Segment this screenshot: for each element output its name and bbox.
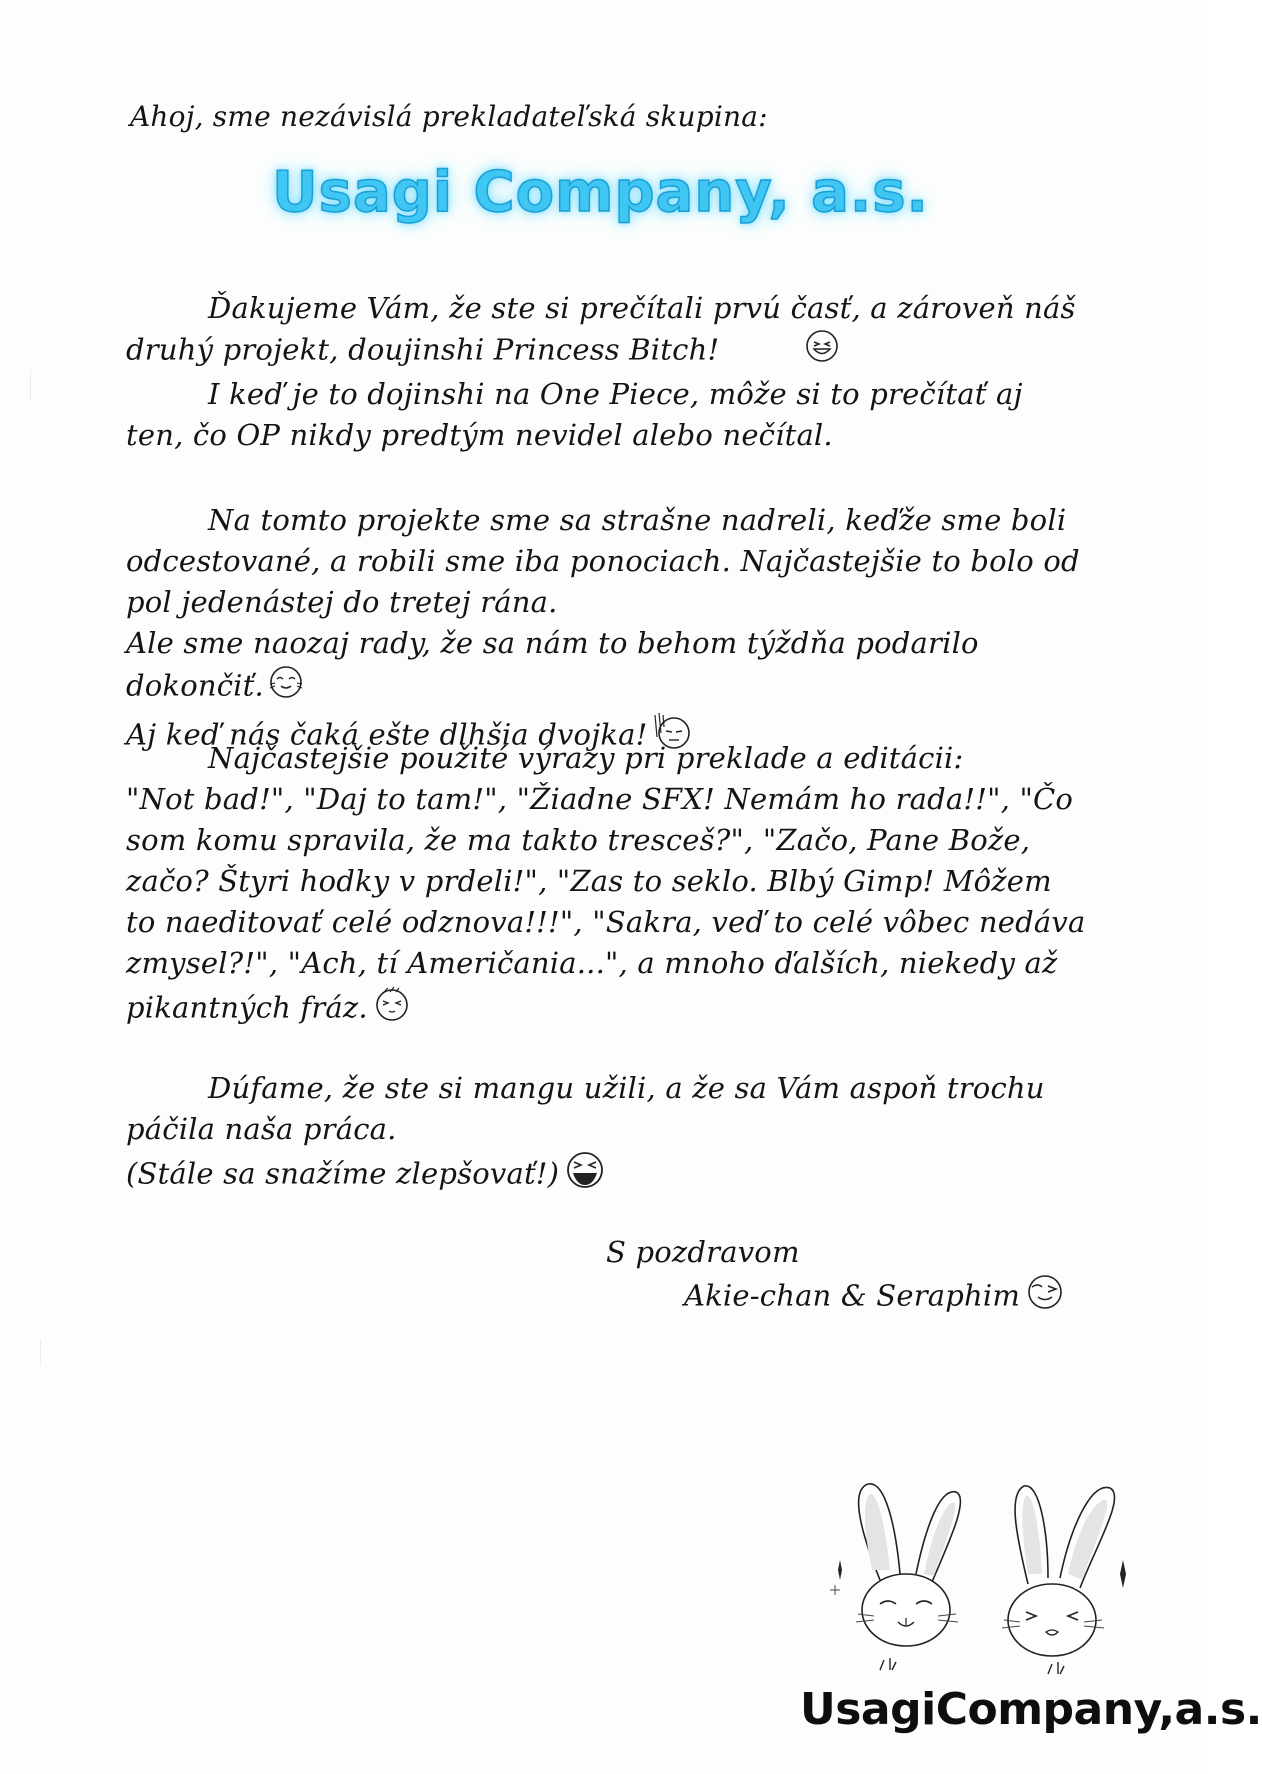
- paragraph-line: I keď je to dojinshi na One Piece, môže si to prečítať aj ten, čo OP nikdy predtým nevidel alebo nečítal.: [126, 377, 1023, 452]
- signers: Akie-chan & Seraphim: [684, 1272, 1066, 1323]
- scan-smudge: [40, 1340, 41, 1366]
- happy-smiley-icon: [268, 664, 304, 711]
- paragraph-thanks: [126, 288, 1086, 456]
- blushing-smiley-icon: [372, 984, 412, 1035]
- signoff: S pozdravom: [606, 1235, 800, 1269]
- paragraph-line: Ďakujeme Vám, že ste si prečítali prvú časť, a zároveň náš druhý projekt, doujinshi Princess Bitch!: [126, 288, 1086, 374]
- paragraph-line: (Stále sa snažíme zlepšovať!): [126, 1150, 1086, 1201]
- paragraph-closing: [126, 1068, 1086, 1201]
- scan-smudge: [30, 370, 31, 400]
- winking-smiley-icon: [1024, 1272, 1066, 1323]
- paragraph-project-effort: [126, 500, 1086, 762]
- intro-line: Ahoj, sme nezávislá prekladateľská skupina:: [130, 100, 768, 133]
- paragraph-line: Najčastejšie použité výrazy pri preklade a editácii:: [208, 741, 964, 775]
- bunny-mascots-icon: [820, 1470, 1160, 1680]
- paragraph-phrases: [126, 738, 1086, 1035]
- paragraph-line: Na tomto projekte sme sa strašne nadreli, keďže sme boli odcestované, a robili sme iba ponociach. Najčastejšie to bolo od pol jedenástej do tretej rána.: [126, 503, 1080, 619]
- paragraph-line: "Not bad!", "Daj to tam!", "Žiadne SFX! Nemám ho rada!!", "Čo som komu spravila, že ma takto tresceš?", "Začo, Pane Bože, začo? Štyri hodky v prdeli!", "Zas to seklo. Blbý Gimp! Môžem to naeditovať celé odznova!!!", "Sakra, veď to celé vôbec nedáva zmysel?!", "Ach, tí Američania...", a mnoho ďalších, niekedy až pikantných fráz.: [126, 779, 1086, 1035]
- group-name-logo: Usagi Company, a.s.: [272, 160, 929, 225]
- footer-group-logo: UsagiCompany,a.s.: [800, 1684, 1262, 1735]
- grinning-smiley-icon: [563, 1150, 607, 1201]
- paragraph-line: Dúfame, že ste si mangu užili, a že sa Vám aspoň trochu páčila naša práca.: [126, 1071, 1045, 1146]
- paragraph-line: Aj keď nás čaká ešte dlhšia dvojka!: [126, 711, 1086, 762]
- laughing-smiley-icon: [723, 329, 839, 374]
- paragraph-line: Ale sme naozaj rady, že sa nám to behom týždňa podarilo dokončiť.: [126, 623, 1086, 711]
